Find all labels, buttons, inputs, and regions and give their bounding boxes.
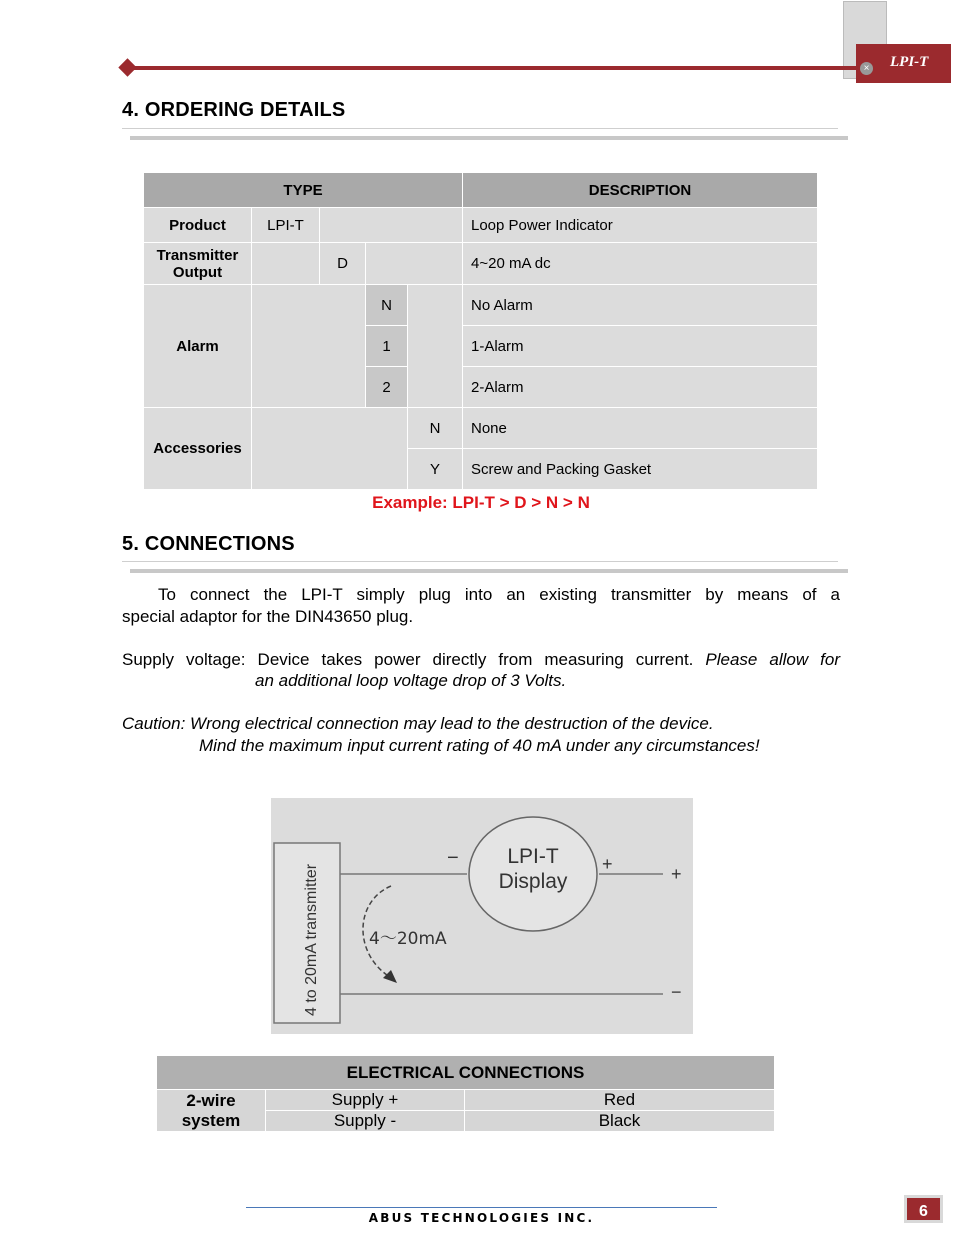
table-header-row	[157, 1056, 774, 1089]
connect-paragraph-line2: special adaptor for the DIN43650 plug.	[122, 607, 414, 626]
product-label: Product	[144, 208, 251, 242]
footer-rule	[246, 1207, 717, 1208]
display-label-line2: Display	[498, 870, 568, 893]
table-row	[144, 285, 817, 325]
transmitter-label-line1: Transmitter	[156, 246, 239, 264]
display-plus-sign: +	[602, 854, 613, 874]
current-arrow-head	[383, 970, 397, 983]
table-row	[144, 243, 817, 284]
section-rule	[130, 136, 848, 140]
transmitter-code: D	[320, 243, 365, 284]
system-label	[157, 1089, 265, 1131]
product-desc: Loop Power Indicator	[463, 208, 817, 242]
accessory-code: N	[408, 408, 462, 448]
wiring-diagram-svg	[271, 798, 693, 1034]
ordering-example: Example: LPI-T > D > N > N	[372, 493, 590, 512]
section-underline	[122, 128, 838, 129]
alarm-code: 1	[366, 326, 407, 366]
supply-voltage-note: Please allow for	[705, 650, 840, 669]
transmitter-desc: 4~20 mA dc	[463, 243, 817, 284]
table-row	[144, 408, 817, 448]
signal-cell: Supply +	[266, 1089, 464, 1110]
ordering-table	[143, 172, 818, 490]
system-label-line2: system	[181, 1110, 241, 1130]
footer-company: ABUS TECHNOLOGIES INC.	[368, 1211, 595, 1225]
header-rule	[128, 66, 858, 70]
product-code: LPI-T	[252, 208, 319, 242]
alarm-code: 2	[366, 367, 407, 407]
empty-cell	[320, 208, 462, 242]
system-label-line1: 2-wire	[186, 1090, 236, 1110]
table-row	[144, 208, 817, 242]
header-type: TYPE	[144, 173, 462, 207]
caution-line2: Mind the maximum input current rating of 40 mA under any circumstances!	[199, 736, 760, 755]
connect-paragraph-line1: To connect the LPI-T simply plug into an existing transmitter by means of a	[158, 585, 840, 604]
header-diamond-icon	[118, 58, 136, 76]
supply-voltage-line2: an additional loop voltage drop of 3 Volts.	[255, 671, 567, 690]
output-minus-sign: −	[671, 982, 682, 1002]
caution-line1: Caution: Wrong electrical connection may lead to the destruction of the device.	[122, 714, 714, 733]
alarm-desc: 1-Alarm	[463, 326, 817, 366]
current-label: 4～20mA	[369, 929, 447, 949]
section-underline	[122, 561, 838, 562]
signal-cell: Supply -	[266, 1110, 464, 1131]
display-label-line1: LPI-T	[507, 845, 559, 868]
empty-cell	[252, 408, 407, 489]
table-header-row	[144, 173, 817, 207]
product-tag: LPI-T	[890, 54, 929, 70]
page-number: 6	[904, 1195, 943, 1223]
empty-cell	[252, 285, 365, 407]
transmitter-label	[144, 243, 251, 284]
display-minus-sign: −	[447, 847, 459, 869]
header-description: DESCRIPTION	[463, 173, 817, 207]
section-title-connections: 5. CONNECTIONS	[122, 533, 295, 555]
accessory-code: Y	[408, 449, 462, 489]
accessory-desc: None	[463, 408, 817, 448]
close-circle-icon: ×	[860, 62, 873, 75]
transmitter-label-line2: Output	[172, 263, 223, 281]
output-plus-sign: +	[671, 864, 682, 884]
supply-voltage-line1	[122, 649, 840, 670]
empty-cell	[408, 285, 462, 407]
electrical-connections-table	[156, 1056, 775, 1131]
electrical-title: ELECTRICAL CONNECTIONS	[157, 1056, 774, 1089]
wiring-diagram	[271, 798, 693, 1034]
wire-color-cell: Red	[465, 1089, 774, 1110]
accessory-desc: Screw and Packing Gasket	[463, 449, 817, 489]
table-row	[157, 1089, 774, 1110]
section-title-ordering: 4. ORDERING DETAILS	[122, 99, 346, 121]
alarm-code: N	[366, 285, 407, 325]
alarm-desc: 2-Alarm	[463, 367, 817, 407]
wire-color-cell: Black	[465, 1110, 774, 1131]
alarm-label: Alarm	[144, 285, 251, 407]
empty-cell	[366, 243, 462, 284]
transmitter-label: 4 to 20mA transmitter	[303, 863, 320, 1016]
accessories-label: Accessories	[144, 408, 251, 489]
supply-voltage-text: Supply voltage: Device takes power directly from measuring current.	[122, 650, 706, 669]
section-rule	[130, 569, 848, 573]
alarm-desc: No Alarm	[463, 285, 817, 325]
empty-cell	[252, 243, 319, 284]
